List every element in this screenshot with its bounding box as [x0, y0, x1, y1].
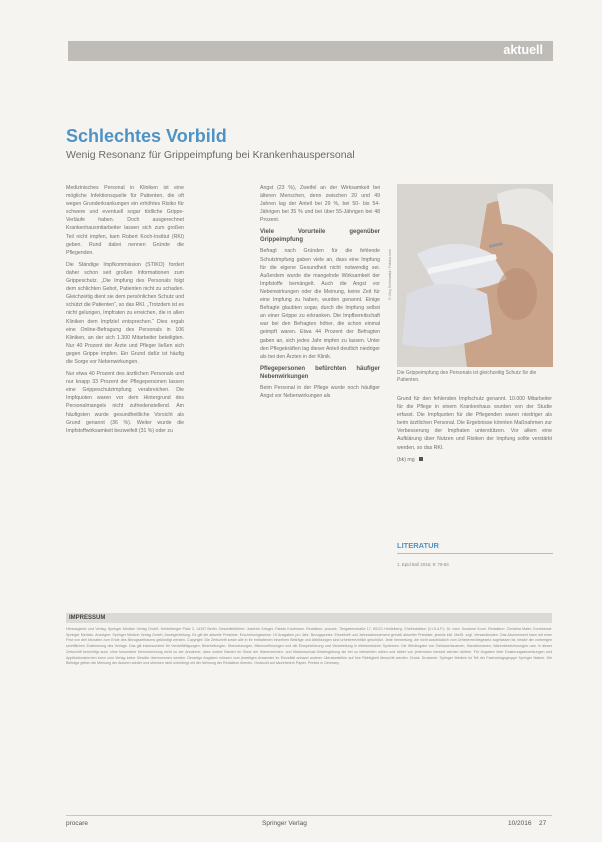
author-text: (bk) mg — [397, 456, 415, 463]
footer-publisher: Springer Verlag — [262, 820, 307, 827]
photo-caption: Die Grippeimpfung des Personals ist gleichzeitig Schutz für die Patienten. — [397, 370, 537, 383]
impressum-text: Herausgeber und Verlag: Springer Medizin Verlag GmbH, Heidelberger Platz 3, 14197 Berlin. Geschäftsführer: Joachim Krieger, Fabian Kaufmann. Redaktion: procare, Tiergartenstraße 17, 69121 Heidelberg. Chefredaktion (V.i.S.d.P.): Dr. med. Susanne Krum. Redaktion: Christina Maier. Korrektorat: Springer Medizin. Anzeigen: Springer Medizin Verlag GmbH, Anzeigenleitung. Es gilt die aktuelle Preisliste. Erscheinungsweise: 10 Ausgaben pro Jahr. Bezugspreise: Einzelheft und Jahresabonnement gemäß aktueller Preisliste, jeweils inkl. MwSt. zzgl. Versandkosten. Das Abonnement kann mit einer Frist von drei Monaten zum Ende des Bezugszeitraums gekündigt werden. Copyright: Die Zeitschrift sowie alle in ihr enthaltenen einzelnen Beiträge und Abbildungen sind urheberrechtlich geschützt. Jede Verwertung, die nicht ausdrücklich vom Urheberrechtsgesetz zugelassen ist, bedarf der vorherigen schriftlichen Zustimmung des Verlags. Das gilt insbesondere für Vervielfältigungen, Bearbeitungen, Übersetzungen, Mikroverfilmungen und die Einspeicherung und Verarbeitung in elektronischen Systemen. Die Wiedergabe von Gebrauchsnamen, Handelsnamen, Warenbezeichnungen usw. in dieser Zeitschrift berechtigt auch ohne besondere Kennzeichnung nicht zu der Annahme, dass solche Namen im Sinne der Warenzeichen- und Markenschutz-Gesetzgebung als frei zu betrachten wären und daher von jedermann benutzt werden dürften. Für Angaben über Dosierungsanweisungen und Applikationsformen kann vom Verlag keine Gewähr übernommen werden. Derartige Angaben müssen vom jeweiligen Anwender im Einzelfall anhand anderer Literaturstellen auf ihre Richtigkeit überprüft werden. Druck: Druckerei. Springer Medizin ist Teil der Fachverlagsgruppe Springer Nature. Die Beiträge geben die Meinung der Autoren wieder und stimmen nicht unbedingt mit der Meinung der Redaktion überein. Gedruckt auf säurefreiem Papier. Printed in Germany. — [66, 627, 552, 666]
paragraph: Befragt nach Gründen für die fehlende Schutzimpfung gaben viele an, dass eine Impfung für die eigene Gesundheit nicht notwendig sei. Außerdem wurde die mangelnde Wirksamkeit der Impfstoffe bemängelt. Auch die Angst vor Nebenwirkungen oder die Meinung, keine Zeit für eine Impfung zu haben, wurden genannt. Einige Befragte glaubten sogar, durch die Impfung selbst an einer Grippe zu erkranken. Die Impfbereitschaft war bei den Befragten höher, die schon einmal geimpft waren. Etwa 44 Prozent der Befragten gaben an, sich jedes Jahr impfen zu lassen. Unter den Pflegekräften lag dieser Anteil deutlich niedriger als bei den Ärzten in der Klinik. — [260, 248, 380, 360]
paragraph-text: Grund für den fehlenden Impfschutz genannt. 10.000 Mitarbeiter für die Pflege in einem Krankenhaus wurden von der Studie erfasst. Die Impfquoten für die Pflegenden waren niedriger als beim ärztlichen Personal. Die Ergebnisse könnten Maßnahmen zur Verbesserung der Impfraten unterstützen. Vor allem eine Aufklärung über Nutzen und Risiken der Impfung sollte verstärkt werden, so das RKI. — [397, 396, 552, 451]
text-column-2 — [260, 184, 380, 404]
photo-credit: © Jörg Schönwald / Fotolia.com — [388, 249, 392, 300]
end-mark-icon — [419, 457, 423, 461]
article-title: Schlechtes Vorbild — [66, 126, 227, 146]
footer-issue: 10/2016 — [508, 820, 532, 827]
section-label: aktuell — [503, 43, 543, 57]
vaccination-photo — [397, 184, 553, 367]
literature-entry: 1. Epid Bull 2016; 9: 79-83 — [397, 562, 449, 567]
section-heading: Viele Vorurteile gegenüber Grippeimpfung — [260, 229, 380, 244]
author-signature — [397, 456, 552, 464]
paragraph: Medizinisches Personal in Kliniken ist eine mögliche Infektionsquelle für Patienten, die oft wegen Grunderkrankungen ein erhöhtes Risiko für schwere und eventuell sogar tödliche Grippe-Verläufe haben. Doch ausgerechnet Krankenhausmitarbeiter lassen sich zum großen Teil nicht impfen, kam Robert Koch-Institut (RKI) geben. Rund dabei nennen Gründe die Pflegenden. — [66, 185, 184, 256]
paragraph — [397, 395, 552, 452]
section-heading: Pflegepersonen befürchten häufiger Nebenwirkungen — [260, 365, 380, 380]
text-column-1 — [66, 184, 184, 439]
text-column-3 — [397, 395, 552, 468]
page-number: 27 — [539, 820, 547, 827]
paragraph: Angst (23 %), Zweifel an der Wirksamkeit bei älteren Menschen, denn zwischen 20 und 49 Jahren lag der Anteil bei 29 %, bei 50- bis 54-Jährigen bei 35 % und bei über 55-Jährigen bei 48 Prozent. — [260, 185, 380, 224]
impressum-bar — [66, 613, 552, 623]
paragraph: Die Ständige Impfkommission (STIKO) fordert daher schon seit großen Informationen zum Grippeschutz. „Die Impfung des Personals folgt dem schlichten Gebot, Patienten nicht zu schaden. Gleichzeitig dient sie dem persönlichen Schutz und schützt die Patienten“, so das RKI. „Trotzdem ist es nicht gelungen, Impfraten zu erreichen, die in allen Kliniken dem Impfziel entsprechen.“ Dies ergab eine Online-Befragung des Personals in 106 Kliniken, an der sich 1.300 Mitarbeiter beteiligten. Nur 40 Prozent der Ärzte und Pfleger ließen sich gegen Grippe impfen. Ein Grund dafür ist häufig die Sorge vor Nebenwirkungen. — [66, 261, 185, 365]
article-subtitle: Wenig Resonanz für Grippeimpfung bei Krankenhauspersonal — [66, 149, 355, 161]
section-header-bar — [68, 41, 553, 61]
footer-divider — [66, 815, 552, 816]
divider — [397, 553, 553, 554]
footer-journal: procare — [66, 820, 89, 827]
impressum-title: IMPRESSUM — [69, 615, 106, 621]
literature-title: LITERATUR — [397, 541, 439, 550]
paragraph: Nur etwa 40 Prozent des ärztlichen Personals und nur knapp 33 Prozent der Pflegepersonen lassen eine Grippeschutzimpfung verabreichen. Die Impfquoten waren vor dem Hintergrund des Personalmangels nicht zufriedenstellend. Am häufigsten wurde gesundheitliche Vorsicht als Grund genannt (36 %). Weiter wurde die Impfstoffwirksamkeit bezweifelt (31 %) oder zu — [66, 371, 184, 434]
vaccination-illustration — [397, 184, 553, 367]
paragraph: Beim Personal in der Pflege wurde noch häufiger Angst vor Nebenwirkungen als — [260, 384, 380, 399]
